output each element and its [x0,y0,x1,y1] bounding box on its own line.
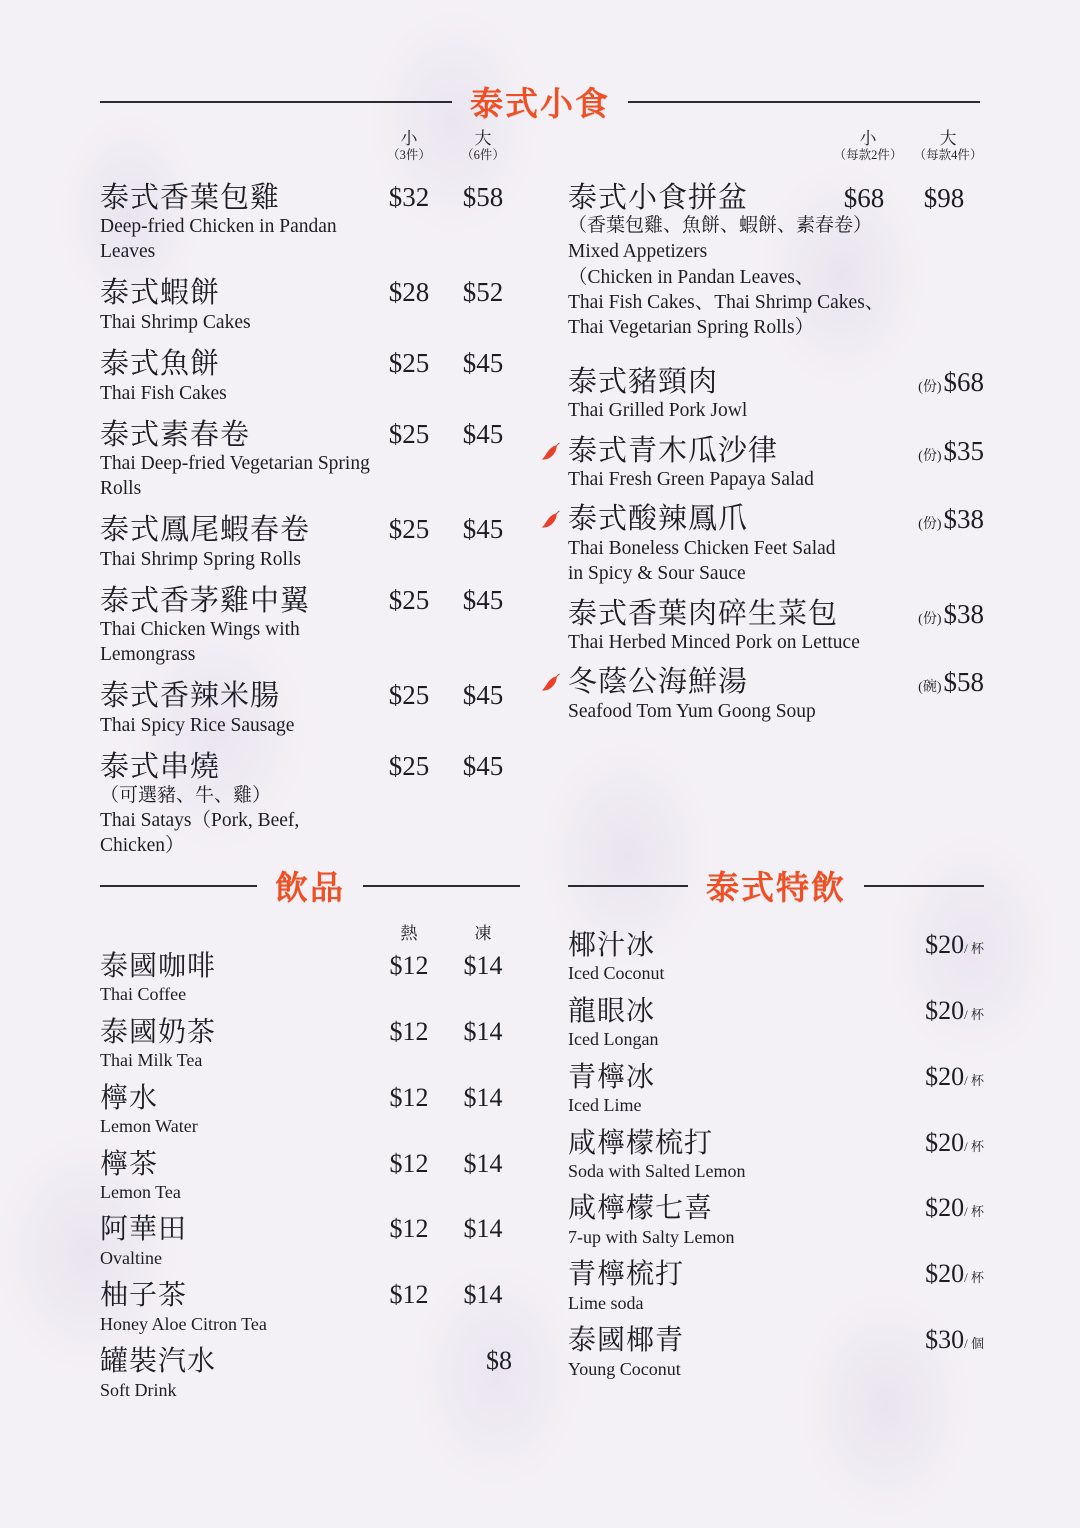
item-price [866,1259,984,1289]
item-price-large: $45 [462,418,504,449]
item-price-value: $35 [943,435,984,466]
menu-item [568,182,984,341]
menu-item [568,1325,984,1380]
item-price-small: $32 [388,182,430,212]
menu-item [100,1083,520,1138]
item-name-en: Soda with Salted Lemon [568,1160,746,1181]
item-price-value: $30 [925,1325,965,1355]
rule-right [864,885,984,887]
size-label-large-sub: （每款4件） [913,147,983,162]
menu-item [568,996,984,1051]
item-price [918,367,984,398]
item-name-zh: 青檸冰 [568,1061,656,1093]
item-price-large: $45 [462,584,504,615]
item-prices [372,419,520,450]
menu-item [100,1017,520,1072]
item-name-en: Thai Satays（Pork, Beef, Chicken） [100,810,300,856]
rule-right [628,101,980,103]
size-labels-left [372,130,520,163]
item-name-en: Soft Drink [100,1379,177,1400]
rule-left [568,885,688,887]
menu-item [568,598,984,656]
item-price-unit: / 杯 [964,1072,984,1088]
item-prices [372,348,520,379]
item-name-zh: 檸茶 [100,1148,159,1180]
item-price-large: $45 [462,751,504,782]
item-name-en: Ovaltine [100,1247,162,1268]
item-name-zh: 泰式香茅雞中翼 [100,584,311,617]
drink-label-hot-zh: 熱 [400,924,418,943]
menu-item [100,348,520,406]
item-price-unit: / 個 [964,1336,984,1352]
item-name-zh: 泰式串燒 [100,751,221,784]
size-label-small-sub: （3件） [387,147,431,162]
item-name-zh: 泰式香葉包雞 [100,182,281,214]
item-price-cold: $14 [463,951,503,980]
item-price-large: $58 [462,182,504,212]
item-name-zh: 泰式小食拼盆 [568,182,749,214]
item-name-zh: 罐裝汽水 [100,1346,217,1378]
item-price-value: $20 [925,1193,965,1223]
item-price [866,996,984,1026]
item-price-value: $20 [925,995,965,1025]
item-name-zh: 泰式鳳尾蝦春卷 [100,514,311,547]
item-name-en-1: Mixed Appetizers [568,241,708,263]
item-name-zh: 檸水 [100,1082,159,1114]
item-price-value: $20 [925,1127,965,1157]
chili-icon [540,439,564,463]
item-price-value: $20 [925,930,965,959]
item-name-en-1: Thai Boneless Chicken Feet Salad [568,537,836,559]
drink-label-hot [372,925,446,951]
item-price-value: $68 [943,366,984,397]
item-price-large: $45 [462,514,504,545]
item-name-zh: 泰式香葉肉碎生菜包 [568,597,839,630]
item-price-cold: $14 [463,1082,503,1112]
item-prices [372,182,520,213]
item-name-en: Thai Herbed Minced Pork on Lettuce [568,632,860,654]
rule-left [100,885,257,887]
item-name-zh: 泰式酸辣鳳爪 [568,503,749,536]
menu-item [100,1149,520,1204]
item-name-en-2: （Chicken in Pandan Leaves、 [568,266,815,288]
section-header-appetizers [100,78,980,125]
section-header-thai-specials [568,862,984,909]
item-name-zh: 咸檸檬梳打 [568,1127,714,1159]
item-name-zh: 泰式豬頸肉 [568,365,719,398]
item-name-en: Iced Coconut [568,963,665,984]
item-price [866,1325,984,1355]
menu-item [100,514,520,572]
menu-item [100,182,520,264]
menu-item [568,366,984,424]
menu-item [568,930,984,985]
item-name-zh: 泰式素春卷 [100,418,251,451]
item-name-zh: 龍眼冰 [568,995,656,1027]
drinks-column [100,925,520,1412]
menu-item [568,1259,984,1314]
section-title-appetizers: 泰式小食 [470,84,610,123]
menu-item [568,666,984,724]
item-prices [372,1083,520,1113]
item-price [918,504,984,535]
drink-label-cold [446,925,520,951]
item-price [918,599,984,630]
item-price-small: $25 [388,348,430,379]
item-price-hot: $12 [389,1016,429,1046]
chili-icon [540,670,564,694]
item-price-large: $45 [462,348,504,379]
item-price [918,436,984,467]
item-name-en: Thai Shrimp Spring Rolls [100,548,301,570]
item-price-value: $38 [943,504,984,535]
item-price-hot: $12 [389,951,429,980]
item-price-value: $38 [943,598,984,629]
item-price-unit: (份) [918,379,942,395]
item-name-en: Seafood Tom Yum Goong Soup [568,700,816,722]
rule-left [100,101,452,103]
item-price-unit: / 杯 [964,1204,984,1220]
item-name-zh: 泰式魚餅 [100,348,221,381]
item-prices [364,1346,520,1376]
item-name-en: Thai Grilled Pork Jowl [568,400,748,422]
size-label-small [372,130,446,163]
appetizers-left-column [100,129,520,871]
item-price-hot: $12 [389,1280,429,1310]
appetizers-right-column [568,129,984,735]
item-name-en-3: Thai Fish Cakes、Thai Shrimp Cakes、 [568,291,885,313]
item-price-cold: $14 [463,1214,503,1244]
item-name-en: Thai Deep-fried Vegetarian Spring Rolls [100,453,370,499]
section-title-thai-specials: 泰式特飲 [706,868,846,907]
item-prices [372,277,520,308]
item-price-hot: $12 [389,1148,429,1178]
item-name-en: Thai Fresh Green Papaya Salad [568,468,814,490]
item-prices [372,1149,520,1179]
size-label-large [908,130,988,163]
item-name-en: Thai Milk Tea [100,1050,203,1071]
item-price-single: $8 [486,1346,512,1376]
menu-item [100,277,520,335]
item-name-zh-sub: （可選豬、牛、雞） [100,784,272,806]
item-price-unit: / 杯 [964,1270,984,1286]
item-name-zh: 泰式青木瓜沙律 [568,434,779,467]
menu-item [100,1214,520,1269]
item-prices [372,1280,520,1310]
item-price-unit: (份) [918,517,942,533]
rule-right [363,885,520,887]
section-header-drinks [100,862,520,909]
item-name-zh: 青檸梳打 [568,1259,685,1291]
item-name-en: Young Coconut [568,1358,681,1379]
item-prices [372,1017,520,1047]
item-price-small: $25 [388,751,430,782]
item-name-en: Lime soda [568,1292,644,1313]
menu-item [568,1193,984,1248]
item-price [866,1193,984,1223]
menu-item [568,503,984,586]
item-price-small: $68 [843,183,885,213]
item-price-large: $98 [923,183,965,213]
item-name-en: 7-up with Salty Lemon [568,1226,735,1247]
size-label-large-sub: （6件） [461,147,505,162]
item-prices [372,951,520,981]
size-labels-right [828,130,988,163]
item-price-large: $52 [462,277,504,308]
item-name-en-4: Thai Vegetarian Spring Rolls） [568,317,815,339]
item-name-en: Thai Shrimp Cakes [100,311,251,333]
size-label-large-zh: 大 [474,129,492,148]
size-label-small-zh: 小 [859,129,877,148]
item-price [866,930,984,960]
size-label-small-zh: 小 [400,129,418,148]
item-price-value: $20 [925,1061,965,1091]
size-label-small [828,130,908,163]
item-price-small: $25 [388,418,430,449]
menu-item [568,1128,984,1183]
item-name-zh: 泰國奶茶 [100,1016,217,1048]
item-price-large: $45 [462,680,504,711]
item-name-en: Iced Longan [568,1029,659,1050]
item-prices [824,183,984,214]
item-price-small: $28 [388,277,430,308]
drink-label-cold-zh: 凍 [474,924,492,943]
item-name-zh: 泰式香辣米腸 [100,680,281,713]
item-prices [372,680,520,711]
item-name-zh: 冬蔭公海鮮湯 [568,666,749,699]
item-price-hot: $12 [389,1082,429,1112]
size-label-large-zh: 大 [939,129,957,148]
size-label-large [446,130,520,163]
item-name-zh: 泰國椰青 [568,1325,685,1357]
item-price-unit: (碗) [918,680,942,696]
item-name-en: Thai Spicy Rice Sausage [100,714,295,736]
item-price-hot: $12 [389,1214,429,1244]
item-name-en: Lemon Tea [100,1181,181,1202]
item-price-cold: $14 [463,1280,503,1310]
menu-item [100,680,520,738]
section-title-drinks: 飲品 [275,868,345,907]
menu-item [100,419,520,501]
item-name-en: Iced Lime [568,1095,642,1116]
item-name-en: Deep-fried Chicken in Pandan Leaves [100,216,337,262]
item-name-zh: 咸檸檬七喜 [568,1193,714,1225]
item-price-cold: $14 [463,1016,503,1046]
menu-item [100,1346,520,1401]
item-name-zh: 泰國咖啡 [100,951,217,982]
item-prices [372,514,520,545]
item-price-small: $25 [388,514,430,545]
item-name-zh: 泰式蝦餅 [100,277,221,310]
item-price [866,1062,984,1092]
item-name-zh-sub: （香葉包雞、魚餅、蝦餅、素春卷） [568,215,873,237]
item-price-cold: $14 [463,1148,503,1178]
thai-specials-column [568,930,984,1391]
menu-item [100,751,520,858]
item-prices [372,751,520,782]
item-price-small: $25 [388,584,430,615]
item-price-unit: (份) [918,448,942,464]
menu-item [568,1062,984,1117]
item-name-zh: 柚子茶 [100,1280,188,1312]
item-name-en: Honey Aloe Citron Tea [100,1313,267,1334]
item-name-zh: 椰汁冰 [568,930,656,961]
item-price-unit: (份) [918,611,942,627]
item-price-small: $25 [388,680,430,711]
item-price-value: $58 [943,667,984,698]
menu-item [100,1280,520,1335]
size-label-small-sub: （每款2件） [833,147,903,162]
menu-item [100,585,520,667]
item-price-unit: / 杯 [964,1006,984,1022]
chili-icon [540,507,564,531]
item-price-unit: / 杯 [964,941,984,956]
menu-item [100,951,520,1006]
item-name-en-2: in Spicy & Sour Sauce [568,563,746,585]
item-name-zh: 阿華田 [100,1214,188,1246]
item-name-en: Thai Fish Cakes [100,382,227,404]
menu-item [568,435,984,493]
item-name-en: Thai Chicken Wings with Lemongrass [100,619,300,665]
item-price-unit: / 杯 [964,1138,984,1154]
item-price-value: $20 [925,1259,965,1289]
item-prices [372,585,520,616]
item-price [918,667,984,698]
item-price [866,1128,984,1158]
item-prices [372,1214,520,1244]
item-name-en: Thai Coffee [100,984,187,1005]
item-name-en: Lemon Water [100,1116,198,1137]
